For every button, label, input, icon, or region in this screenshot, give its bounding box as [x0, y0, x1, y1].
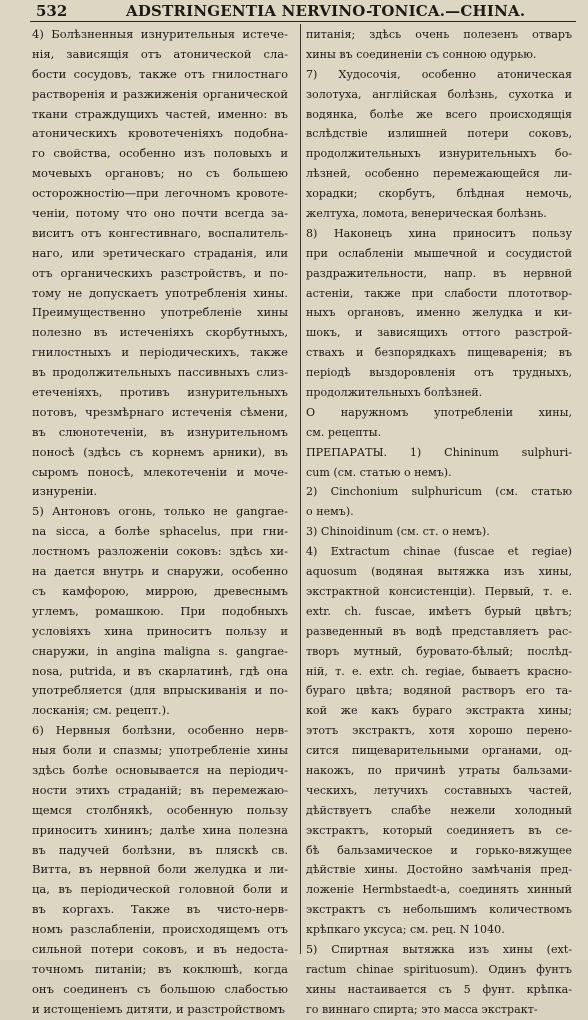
text-line: extr. ch. fuscae, имѣетъ бурый цвѣтъ; [306, 604, 572, 618]
text-line: экстрактъ съ небольшимъ количествомъ [306, 903, 572, 917]
text-line: въ падучей болѣзни, въ пляскѣ св. [32, 842, 288, 857]
text-line: разведенный въ водѣ представляетъ рас- [306, 624, 572, 638]
text-line: поносѣ (здѣсь съ корнемъ арники), въ [32, 444, 288, 459]
text-line: на дается внутрь и снаружи, особенно [32, 564, 288, 579]
text-line: осторожностію—при легочномъ кровоте- [32, 186, 288, 201]
text-line: при ослабленіи мышечной и сосудистой [306, 246, 572, 260]
column-divider [300, 24, 301, 954]
text-line: 4) Болѣзненныя изнурительныя истече- [32, 27, 288, 41]
text-line: лосканія; см. рецепт.). [32, 703, 170, 718]
text-line: накожъ, по причинѣ утраты бальзами- [306, 763, 572, 777]
text-line: въ продолжительныхъ пассивныхъ слиз- [32, 365, 288, 380]
text-line: водянка, болѣе же всего происходящія [306, 107, 572, 121]
text-line: бости сосудовъ, также отъ гнилостнаго [32, 66, 288, 81]
text-line: питанія; здѣсь очень полезенъ отваръ [306, 28, 572, 41]
text-line: продолжительныхъ изнурительныхъ бо- [306, 147, 572, 161]
text-line: хины настаивается съ 5 фунт. крѣпка- [306, 982, 572, 996]
text-line: Витта, въ нервной боли желудка и ли- [32, 862, 288, 877]
text-line: 5) Антоновъ огонь, только не gangrae- [32, 504, 288, 519]
text-line: растворенія и разжиженія органической [32, 86, 288, 101]
text-line: 8) Наконецъ хина приноситъ пользу [306, 226, 572, 240]
header-rule [30, 21, 576, 22]
text-line: творъ мутный, буровато-бѣлый; послѣд- [306, 644, 572, 658]
text-line: сыромъ поносѣ, млекотеченіи и моче- [32, 464, 288, 479]
text-line: хорадки; скорбутъ, блѣдная немочь, [306, 187, 572, 201]
text-line: раздражительности, напр. въ нервной [306, 266, 572, 280]
text-line: шокъ, и зависящихъ оттого разстрой- [306, 326, 572, 340]
text-line: етеченіяхъ, противъ изнурительныхъ [32, 385, 288, 400]
text-line: изнуреніи. [32, 484, 98, 499]
text-line: желтуха, ломота, венерическая болѣзнь. [306, 207, 547, 221]
text-line: 5) Спиртная вытяжка изъ хины (ext- [306, 942, 572, 956]
text-line: ткани страждущихъ частей, именно: въ [32, 106, 288, 121]
left-column [32, 25, 288, 1020]
text-line: cum (см. статью о немъ). [306, 465, 452, 479]
text-line: хины въ соединеніи съ сонною одурью. [306, 47, 537, 61]
text-line: астеніи, также при слабости плототвор- [306, 286, 572, 300]
text-line: сильной потери соковъ, и въ недоста- [32, 941, 288, 956]
text-line: онъ соединенъ съ большою слабостью [32, 981, 288, 996]
text-line: кой же какъ бураго экстракта хины; [306, 704, 572, 718]
text-line: полезно въ истеченіяхъ скорбутныхъ, [32, 325, 288, 340]
text-line: этотъ экстрактъ, хотя хорошо перено- [306, 724, 572, 738]
text-line: na sicca, а болѣе sphacelus, при гни- [32, 524, 288, 539]
text-line: періодѣ выздоровленія отъ трудныхъ, [306, 366, 572, 380]
text-line: экстрактъ, который соединяетъ въ се- [306, 823, 572, 837]
text-line: съ камфорою, миррою, древеснымъ [32, 583, 288, 598]
text-line: снаружи, in angina maligna s. gangrae- [32, 643, 288, 658]
text-line: условіяхъ хина приноситъ пользу и [32, 623, 288, 638]
text-line: золотуха, англійская болѣзнь, сухотка и [306, 87, 572, 101]
right-column [306, 25, 572, 1020]
text-line: дѣйствіе хины. Достойно замѣчанія пред- [306, 863, 572, 877]
text-line: ныхъ органовъ, именно желудка и ки- [306, 306, 572, 320]
text-line: употребляется (для впрыскиванія и по- [32, 683, 288, 698]
text-line: ности этихъ страданій; въ перемежаю- [32, 782, 288, 797]
running-title: ADSTRINGENTIA NERVINO-TONICA.—CHINA. [126, 2, 526, 20]
text-line: лостномъ разложеніи соковъ: здѣсь хи- [32, 544, 288, 559]
text-line: экстрактной консистенціи). Первый, т. е. [306, 584, 572, 598]
text-line: 7) Худосочія, особенно атоническая [306, 67, 572, 81]
text-line: ствахъ и безпорядкахъ пищеваренія; въ [306, 346, 572, 360]
text-line: о немъ). [306, 505, 354, 519]
text-line: Преимущественно употребленіе хины [32, 305, 288, 320]
text-line: атоническихъ кровотеченіяхъ подобна- [32, 126, 288, 141]
text-line: и истощеніемъ дитяти, и разстройствомъ [32, 1001, 285, 1016]
text-line: въ коргахъ. Также въ чисто-нерв- [32, 902, 288, 917]
text-line: сится пищеварительными органами, од- [306, 744, 572, 758]
text-line: ractum chinae spirituosum). Одинъ фунтъ [306, 962, 572, 976]
text-line: го виннаго спирта; это масса экстракт- [306, 1002, 538, 1016]
text-line: 4) Extractum chinae (fuscae et regiae) [306, 545, 572, 559]
text-line: дѣйствуетъ слабѣе нежели холодный [306, 803, 572, 817]
text-line: углемъ, ромашкою. При подобныхъ [32, 603, 288, 618]
text-line: бураго цвѣта; водяной растворъ его та- [306, 684, 572, 698]
page-header [0, 0, 588, 24]
text-line: го свойства, особенно изъ половыхъ и [32, 146, 288, 161]
text-line: здѣсь болѣе основывается на періодич- [32, 762, 288, 777]
text-line: ческихъ, летучихъ составныхъ частей, [306, 783, 572, 797]
text-line: гнилостныхъ и періодическихъ, также [32, 345, 288, 360]
page-number: 532 [36, 2, 68, 20]
text-line: aquosum (водяная вытяжка изъ хины, [306, 565, 572, 579]
text-line: виситъ отъ конгестивнаго, воспалитель- [32, 225, 288, 240]
text-line: крѣпкаго уксуса; см. рец. N 1040. [306, 923, 505, 937]
text-line: тому не допускаетъ употребленія хины. [32, 285, 288, 300]
text-line: бѣ бальзамическое и горько-вяжущее [306, 843, 572, 857]
text-line: отъ органическихъ разстройствъ, и по- [32, 265, 288, 280]
text-line: см. рецепты. [306, 425, 382, 439]
text-line: нія, зависящія отъ атонической сла- [32, 46, 288, 61]
text-line: nosa, putrida, и въ скарлатинѣ, гдѣ она [32, 663, 288, 678]
text-line: номъ разслабленіи, происходящемъ отъ [32, 922, 288, 937]
text-line: 2) Cinchonium sulphuricum (см. статью [306, 485, 572, 499]
text-line: лѣзней, особенно перемежающейся ли- [306, 167, 572, 181]
text-line: потовъ, чрезмѣрнаго истеченія сѣмени, [32, 404, 288, 419]
text-line: ПРЕПАРАТЫ. 1) Chininum sulphuri- [306, 445, 572, 459]
text-line: ложеніе Hermbstaedt-а, соединять хинный [306, 883, 572, 897]
text-line: щемся столбнякѣ, особенную пользу [32, 802, 288, 817]
text-line: приноситъ хининъ; далѣе хина полезна [32, 822, 288, 837]
text-line: въ слюнотеченіи, въ изнурительномъ [32, 424, 288, 439]
text-line: ченіи, потому что оно почти всегда за- [32, 206, 288, 221]
text-line: мочевыхъ органовъ; но съ большею [32, 166, 288, 181]
text-line: продолжительныхъ болѣзней. [306, 386, 483, 400]
text-line: вслѣдствіе излишней потери соковъ, [306, 127, 572, 141]
text-line: О наружномъ употребленіи хины, [306, 405, 572, 419]
text-line: ній, т. е. extr. ch. regiae, бываетъ красно- [306, 664, 572, 678]
text-line: ца, въ періодической головной боли и [32, 882, 288, 897]
text-line: точномъ питаніи; въ коклюшѣ, когда [32, 961, 288, 976]
text-line: ныя боли и спазмы; употребленіе хины [32, 743, 288, 758]
text-line: 3) Chinoidinum (см. ст. о немъ). [306, 525, 490, 539]
text-line: наго, или эретическаго страданія, или [32, 245, 288, 260]
text-line: 6) Нервныя болѣзни, особенно нерв- [32, 723, 288, 738]
